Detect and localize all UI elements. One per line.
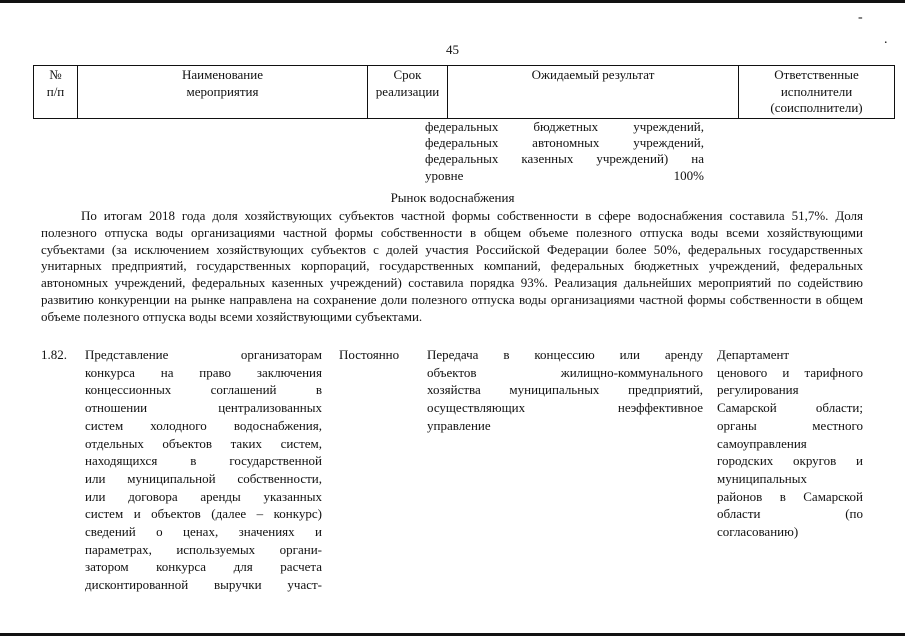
row-responsible-line: Самарской области; bbox=[717, 400, 863, 416]
row-name-line: или договора аренды указанных bbox=[85, 488, 322, 504]
continuation-result bbox=[425, 119, 704, 184]
row-responsible-line: регулирования bbox=[717, 382, 799, 398]
row-name-line: систем холодного водоснабжения, bbox=[85, 417, 322, 433]
row-term: Постоянно bbox=[339, 347, 400, 362]
header-term-text: Срок реализации bbox=[375, 67, 440, 99]
header-num bbox=[34, 66, 78, 119]
row-responsible-line: муниципальных bbox=[717, 470, 808, 486]
continuation-line: федеральных казенных учреждений) на bbox=[425, 151, 704, 167]
row-result-line: управление bbox=[427, 417, 491, 433]
row-result-line: объектов жилищно-коммунального bbox=[427, 364, 703, 380]
row-name-line: отдельных объектов таких систем, bbox=[85, 435, 322, 451]
row-result-line: хозяйства муниципальных предприятий, bbox=[427, 382, 703, 398]
row-name-line: или муниципальной собственности, bbox=[85, 470, 322, 486]
row-responsible-line: Департамент bbox=[717, 347, 790, 362]
margin-mark: - bbox=[858, 10, 863, 25]
section-paragraph: По итогам 2018 года доля хозяйствующих субъектов частной формы собственности в сфере водоснабжения составила 51,7%. Доля полезного отпуска воды организациями частной формы собственности в общем объеме полезного отпуска воды всеми хозяйствующими субъектами (за исключением хозяйствующих субъектов с долей участия Российской Федерации более 50%, федеральных государственных унитарных предприятий, государственных корпораций, государственных компаний, федеральных бюджетных учреждений, федеральных автономных учреждений, федеральных казенных учреждений) составила порядка 93%. Реализация дальнейших мероприятий по содействию развитию конкуренции на рынке направлена на сохранение доли полезного отпуска воды организациями частной формы собственности в общем объеме полезного отпуска воды всеми хозяйствующими субъектами. bbox=[41, 208, 863, 324]
row-responsible-line: органы местного bbox=[717, 417, 863, 433]
row-responsible-line: городских округов и bbox=[717, 453, 863, 469]
row-name-line: сведений о ценах, значениях и bbox=[85, 524, 322, 540]
header-term bbox=[368, 66, 448, 119]
row-result-line: осуществляющих неэффективное bbox=[427, 400, 703, 416]
row-name-line: Представление организаторам bbox=[85, 347, 322, 362]
header-num-text: № п/п bbox=[46, 67, 65, 99]
row-responsible-line: согласованию) bbox=[717, 524, 799, 540]
continuation-line: федеральных бюджетных учреждений, bbox=[425, 119, 704, 134]
row-name-line: конкурса на право заключения bbox=[85, 364, 322, 380]
section-heading: Рынок водоснабжения bbox=[390, 190, 515, 205]
row-result bbox=[427, 346, 703, 435]
row-name-line: дисконтированной выручки участ- bbox=[85, 577, 322, 593]
top-page-rule bbox=[0, 0, 905, 3]
row-result-line: Передача в концессию или аренду bbox=[427, 347, 703, 362]
continuation-line: федеральных автономных учреждений, bbox=[425, 135, 704, 151]
header-name bbox=[78, 66, 368, 119]
header-responsible bbox=[739, 66, 895, 119]
header-name-text: Наименование мероприятия bbox=[182, 67, 263, 99]
row-name-line: параметрах, используемых органи- bbox=[85, 541, 322, 557]
row-number: 1.82. bbox=[41, 347, 67, 362]
header-responsible-text: Ответственные исполнители (соисполнители) bbox=[770, 67, 863, 115]
row-name-line: концессионных соглашений в bbox=[85, 382, 322, 398]
row-name-line: систем и объектов (далее – конкурс) bbox=[85, 506, 322, 522]
page-number: 45 bbox=[446, 42, 459, 57]
bottom-page-rule bbox=[0, 633, 905, 636]
row-responsible-line: ценового и тарифного bbox=[717, 364, 863, 380]
row-name-line: находящихся в государственной bbox=[85, 453, 322, 469]
row-name-line: затором конкурса для расчета bbox=[85, 559, 322, 575]
row-responsible-line: области (по bbox=[717, 506, 863, 522]
table-row bbox=[0, 346, 905, 626]
row-name bbox=[85, 346, 322, 594]
side-mark: . bbox=[884, 32, 888, 47]
row-responsible bbox=[717, 346, 863, 541]
table-header bbox=[33, 65, 895, 119]
header-result-text: Ожидаемый результат bbox=[531, 67, 655, 82]
header-result bbox=[448, 66, 739, 119]
row-responsible-line: районов в Самарской bbox=[717, 488, 863, 504]
row-name-line: отношении централизованных bbox=[85, 400, 322, 416]
continuation-line: уровне 100% bbox=[425, 167, 704, 183]
row-responsible-line: самоуправления bbox=[717, 435, 807, 451]
